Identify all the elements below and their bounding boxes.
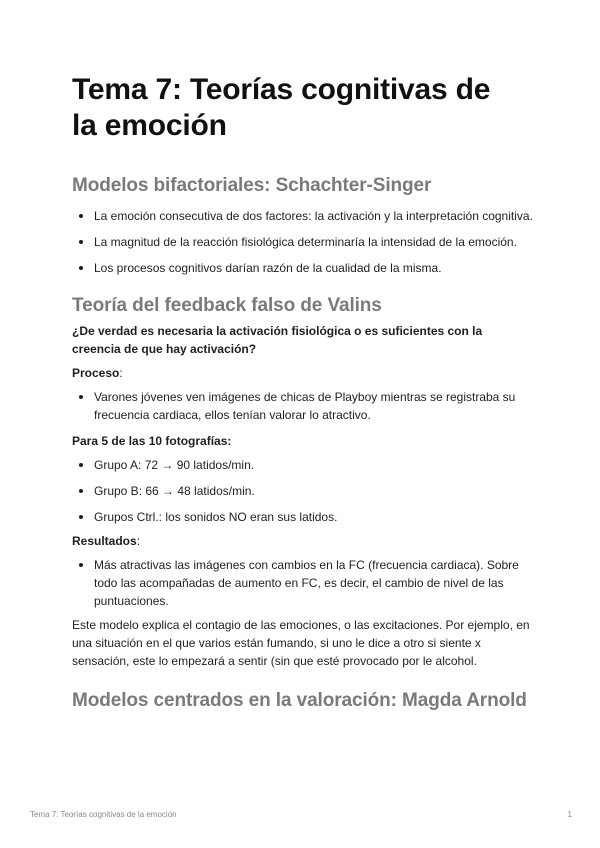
list-item: Grupos Ctrl.: los sonidos NO eran sus latidos. xyxy=(72,508,534,526)
document-page xyxy=(72,72,534,713)
section-heading-valins: Teoría del feedback falso de Valins xyxy=(72,295,382,316)
proceso-label: Proceso xyxy=(72,366,120,380)
resultados-list xyxy=(72,556,534,610)
fotos-label: Para 5 de las 10 fotografías: xyxy=(72,434,232,448)
schachter-list xyxy=(72,207,534,277)
list-item: Los procesos cognitivos darían razón de la cualidad de la misma. xyxy=(72,259,534,277)
footer-title: Tema 7: Teorías cognitivas de la emoción xyxy=(30,810,177,819)
list-item: La magnitud de la reacción fisiológica determinaría la intensidad de la emoción. xyxy=(72,233,534,251)
proceso-label-line xyxy=(72,364,534,382)
section-heading-schachter-singer: Modelos bifactoriales: Schachter-Singer xyxy=(72,175,432,196)
contagio-paragraph: Este modelo explica el contagio de las emociones, o las excitaciones. Por ejemplo, en una situación en el que varios están fumando, si uno le dice a otro si siente x sensación, este lo empezará a sentir (sin que esté provocado por le alcohol. xyxy=(72,618,530,668)
research-question: ¿De verdad es necesaria la activación fisiológica o es suficientes con la creencia de que hay activación? xyxy=(72,324,483,356)
list-item: Grupo A: 72 → 90 latidos/min. xyxy=(72,456,534,474)
resultados-label: Resultados xyxy=(72,534,137,548)
resultados-label-line xyxy=(72,532,534,550)
list-item: Más atractivas las imágenes con cambios en la FC (frecuencia cardiaca). Sobre todo las acompañadas de aumento en FC, es decir, el cambio de nivel de las puntuaciones. xyxy=(72,556,534,610)
page-footer xyxy=(30,810,572,819)
fotos-list xyxy=(72,456,534,526)
proceso-colon: : xyxy=(119,366,123,380)
page-number: 1 xyxy=(567,810,572,819)
page-title: Tema 7: Teorías cognitivas de la emoción xyxy=(72,73,491,142)
list-item: Varones jóvenes ven imágenes de chicas de Playboy mientras se registraba su frecuencia cardiaca, ellos tenían valorar lo atractivo. xyxy=(72,388,534,424)
section-heading-magda-arnold: Modelos centrados en la valoración: Magda Arnold xyxy=(72,690,527,711)
list-item: La emoción consecutiva de dos factores: la activación y la interpretación cognitiva. xyxy=(72,207,534,225)
proceso-list xyxy=(72,388,534,424)
list-item: Grupo B: 66 → 48 latidos/min. xyxy=(72,482,534,500)
resultados-colon: : xyxy=(136,534,141,548)
